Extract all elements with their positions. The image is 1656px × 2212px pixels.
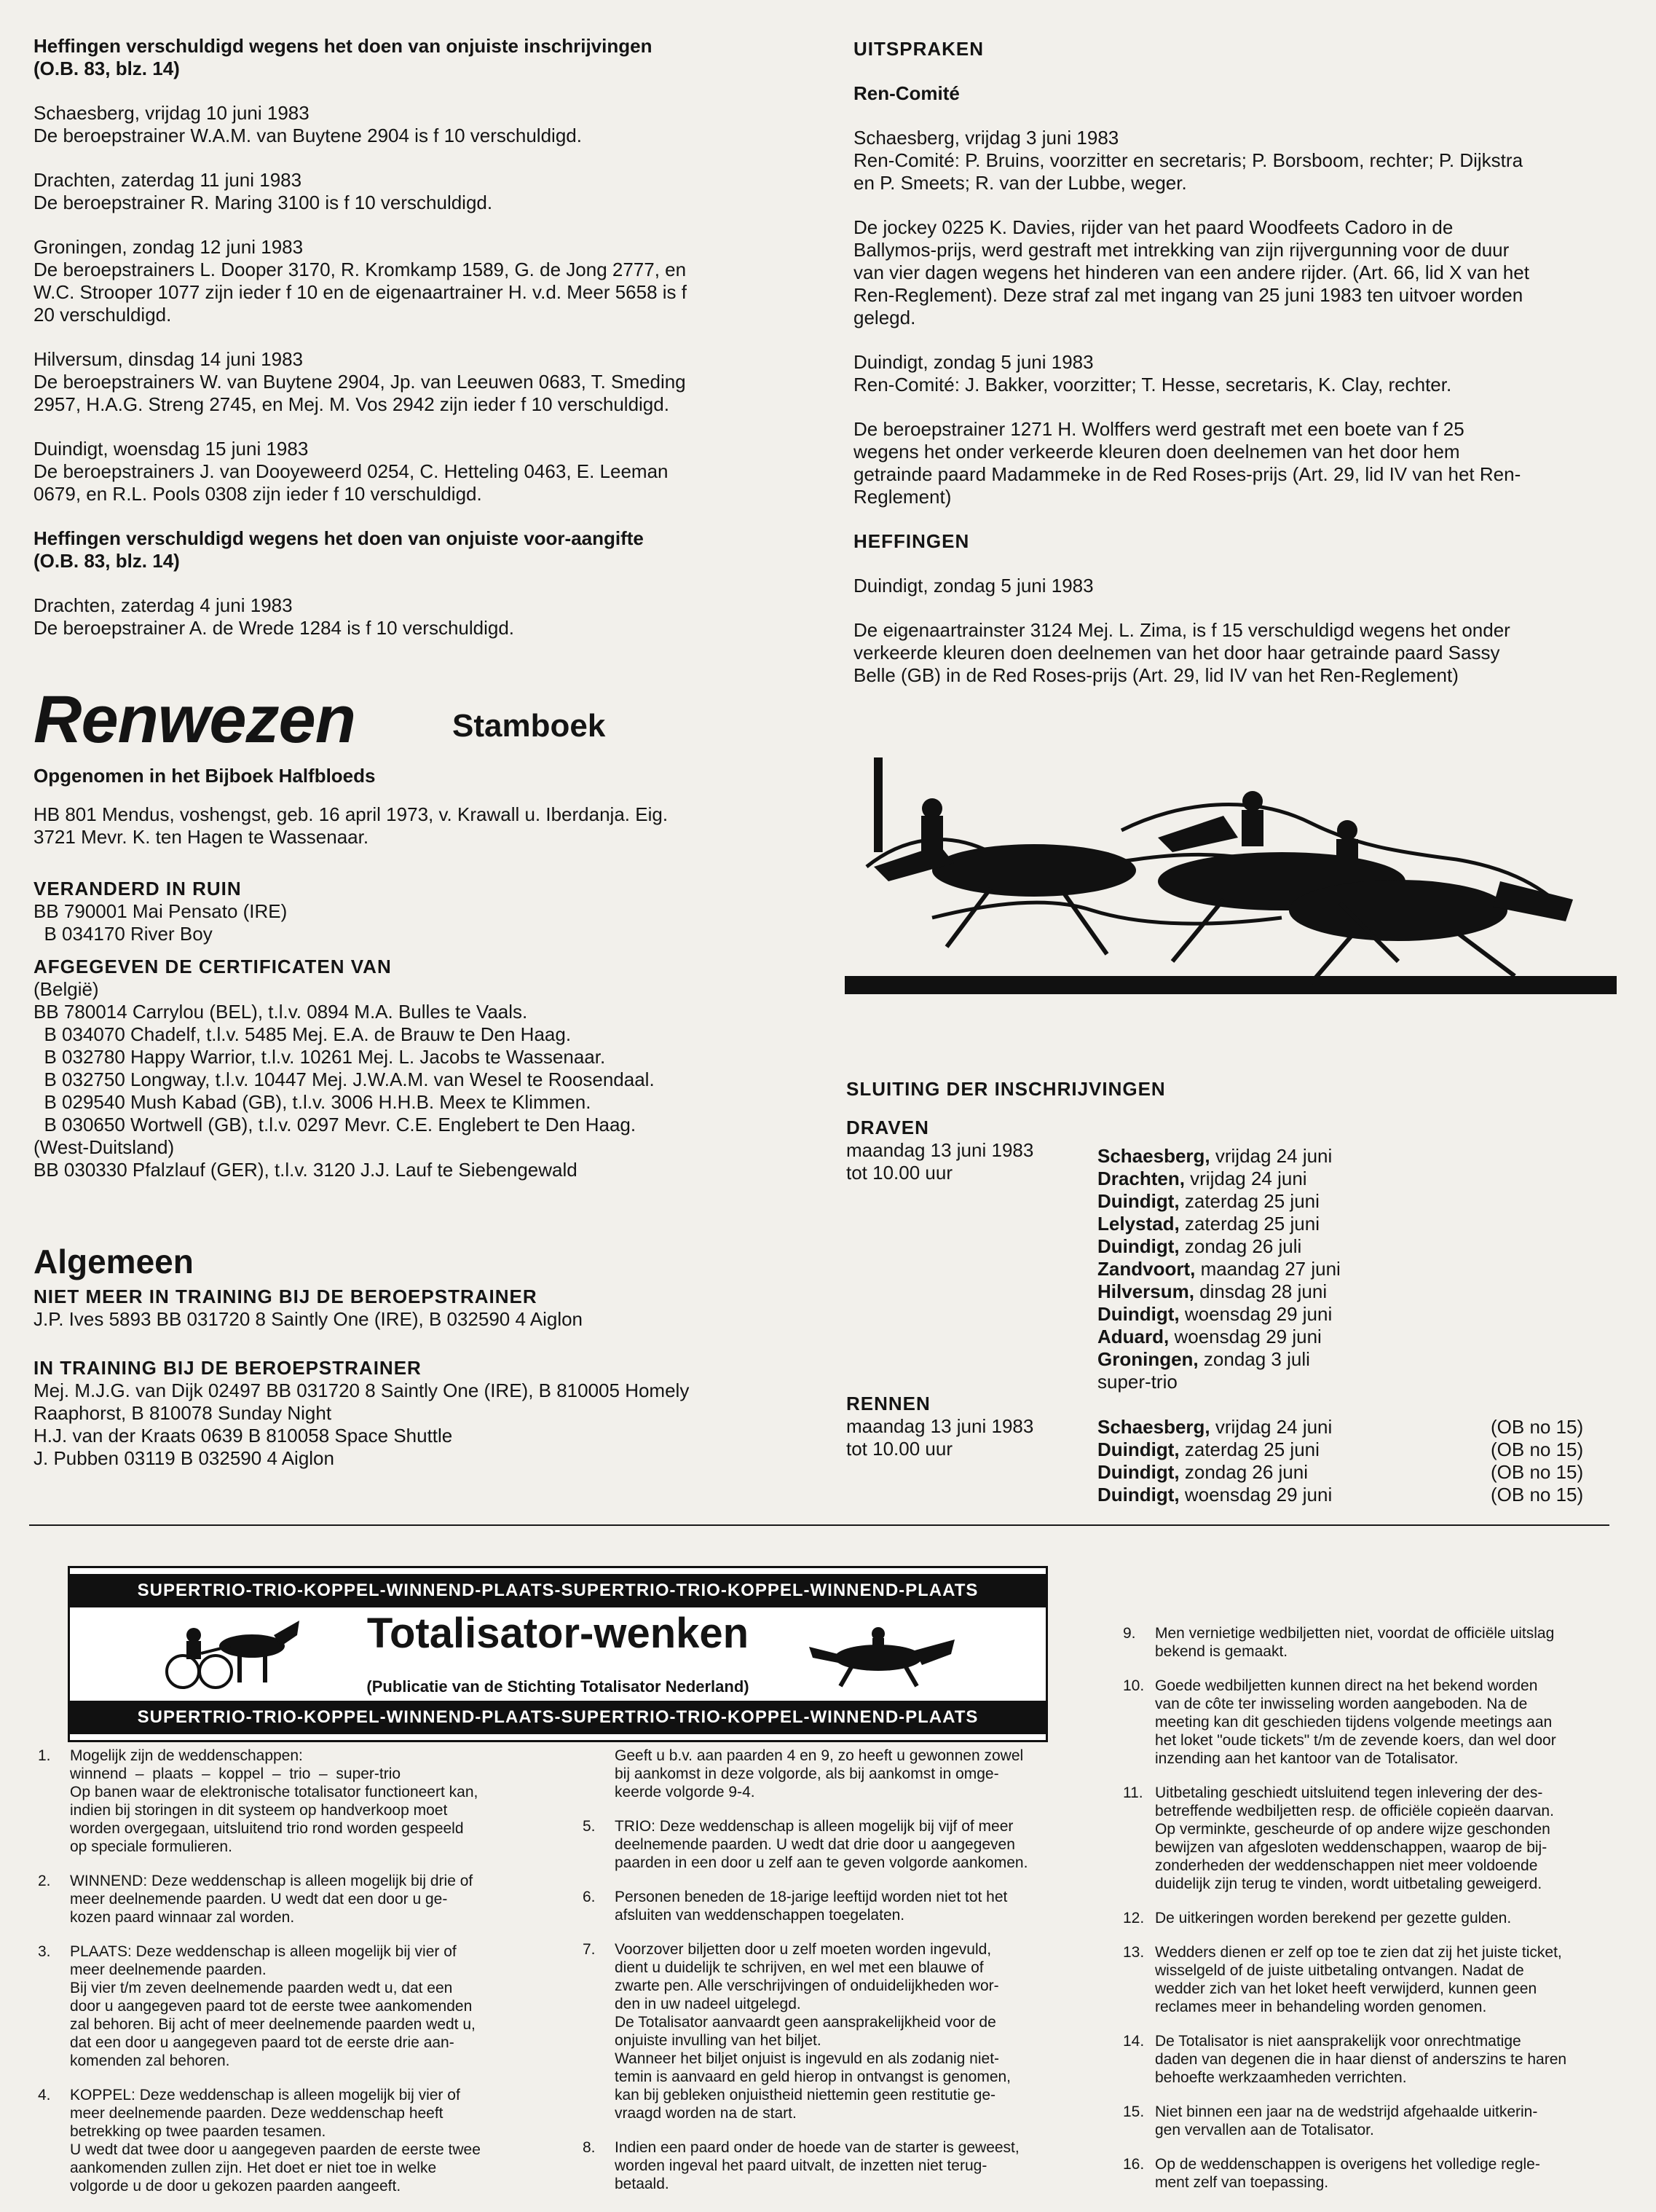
in-training-line: H.J. van der Kraats 0639 B 810058 Space Shuttle bbox=[33, 1425, 453, 1447]
meeting-day: woensdag 29 juni bbox=[1169, 1326, 1322, 1347]
certificaat-line: BB 780014 Carrylou (BEL), t.l.v. 0894 M.A. Bulles te Vaals. bbox=[33, 1001, 528, 1023]
rule-item bbox=[1123, 2103, 1633, 2139]
rule-line: duidelijk zijn terug te vinden, wordt uitbetaling geweigerd. bbox=[1155, 1876, 1542, 1892]
meeting-place: Lelystad, bbox=[1097, 1213, 1180, 1235]
rule-line: PLAATS: Deze weddenschap is alleen mogelijk bij vier of bbox=[70, 1943, 457, 1960]
rules-column-2 bbox=[583, 1747, 1092, 2209]
schedule-row bbox=[1097, 1326, 1607, 1348]
meeting-date bbox=[1097, 1371, 1178, 1393]
rule-line: inzending aan het kantoor van de Totalisator. bbox=[1155, 1750, 1459, 1767]
heffingen-heading bbox=[33, 527, 827, 572]
meeting-day: woensdag 29 juni bbox=[1179, 1484, 1333, 1506]
rule-line: KOPPEL: Deze weddenschap is alleen mogelijk bij vier of bbox=[70, 2087, 460, 2103]
rule-line: dat een door u aangegeven paard tot de eerste drie aan- bbox=[70, 2034, 454, 2051]
rule-number: 16. bbox=[1123, 2156, 1145, 2173]
meeting-day: zaterdag 25 juni bbox=[1179, 1190, 1320, 1212]
certificaten-list bbox=[33, 978, 835, 1181]
meeting-date bbox=[1097, 1258, 1341, 1280]
schedule-row bbox=[1097, 1258, 1607, 1280]
rule-line: van de côte ter inwisseling worden aangeboden. Na de bbox=[1155, 1696, 1528, 1712]
meeting-date bbox=[1097, 1348, 1310, 1370]
rule-line: meer deelnemende paarden. bbox=[70, 1961, 267, 1978]
rule-line: betreffende wedbiljetten resp. de officiële copieën daarvan. bbox=[1155, 1803, 1554, 1819]
meeting-date bbox=[1097, 1235, 1301, 1257]
heading-line: (O.B. 83, blz. 14) bbox=[33, 550, 180, 572]
rule-line: bekend is gemaakt. bbox=[1155, 1643, 1288, 1660]
rule-item bbox=[583, 1747, 1092, 1801]
uitspraak-line: Reglement) bbox=[853, 486, 952, 508]
certificaat-line: B 030650 Wortwell (GB), t.l.v. 0297 Mevr. C.E. Englebert te Den Haag. bbox=[33, 1114, 636, 1135]
rule-line: gen vervallen aan de Totalisator. bbox=[1155, 2122, 1374, 2138]
entry-line: 0679, en R.L. Pools 0308 zijn ieder f 10 verschuldigd. bbox=[33, 483, 482, 505]
rule-line: paarden in een door u zelf aan te geven volgorde aankomen. bbox=[615, 1854, 1028, 1871]
rule-number: 8. bbox=[583, 2139, 596, 2156]
heffingen-heading bbox=[33, 35, 827, 80]
publicatie-line: (Publicatie van de Stichting Totalisator Nederland) bbox=[366, 1677, 749, 1696]
meeting-date bbox=[1097, 1438, 1320, 1460]
rule-item bbox=[1123, 1677, 1633, 1768]
hb-entry bbox=[33, 803, 835, 849]
meeting-date bbox=[1097, 1326, 1322, 1347]
rules-column-1 bbox=[38, 1747, 548, 2211]
totalisator-banner bbox=[68, 1566, 1048, 1742]
hb-line: 3721 Mevr. K. ten Hagen te Wassenaar. bbox=[33, 826, 369, 848]
rule-line: meer deelnemende paarden. U wedt dat een door u ge- bbox=[70, 1891, 448, 1908]
niet-meer-list bbox=[33, 1308, 835, 1331]
rule-number: 1. bbox=[38, 1747, 51, 1764]
ob-reference: (OB no 15) bbox=[1491, 1416, 1584, 1438]
rule-item bbox=[1123, 1624, 1633, 1661]
uitspraak-line: Ren-Reglement). Deze straf zal met ingang van 25 juni 1983 ten uitvoer worden bbox=[853, 284, 1523, 306]
entry-line: De beroepstrainer W.A.M. van Buytene 2904 is f 10 verschuldigd. bbox=[33, 125, 582, 146]
meeting-place: Groningen, bbox=[1097, 1348, 1199, 1370]
heffingen-entry bbox=[33, 102, 827, 147]
schedule-row bbox=[1097, 1438, 1622, 1461]
heffingen-entry bbox=[33, 348, 827, 416]
heffingen-paragraphs bbox=[853, 575, 1625, 687]
schedule-row bbox=[1097, 1235, 1607, 1258]
uitspraak-line: getrainde paard Madammeke in de Red Roses-prijs (Art. 29, lid IV van het Ren- bbox=[853, 463, 1521, 485]
rule-line: zonderheden der weddenschappen niet meer voldoende bbox=[1155, 1857, 1538, 1874]
entry-line: Groningen, zondag 12 juni 1983 bbox=[33, 236, 304, 258]
rule-line: ment zelf van toepassing. bbox=[1155, 2174, 1329, 2191]
meeting-date bbox=[1097, 1461, 1308, 1483]
meeting-date bbox=[1097, 1484, 1332, 1506]
rule-line: Uitbetaling geschiedt uitsluitend tegen inlevering der des- bbox=[1155, 1784, 1543, 1801]
rule-number: 5. bbox=[583, 1818, 596, 1835]
entry-line: De beroepstrainer R. Maring 3100 is f 10 verschuldigd. bbox=[33, 192, 493, 213]
rule-item bbox=[1123, 2032, 1633, 2087]
certificaat-line: B 032750 Longway, t.l.v. 10447 Mej. J.W.A.M. van Wesel te Roosendaal. bbox=[33, 1068, 655, 1090]
entry-line: Drachten, zaterdag 11 juni 1983 bbox=[33, 169, 302, 191]
rule-item bbox=[38, 2086, 548, 2195]
meeting-place: Duindigt, bbox=[1097, 1484, 1180, 1506]
meeting-day: woensdag 29 juni bbox=[1179, 1303, 1333, 1325]
entry-line: 20 verschuldigd. bbox=[33, 304, 172, 326]
schedule-row bbox=[1097, 1416, 1622, 1438]
algemeen-title: Algemeen bbox=[33, 1243, 194, 1280]
rule-line: wedder zich van het loket heeft verwijderd, kunnen geen bbox=[1155, 1980, 1537, 1997]
banner-top-strip: SUPERTRIO-TRIO-KOPPEL-WINNEND-PLAATS-SUPERTRIO-TRIO-KOPPEL-WINNEND-PLAATS bbox=[70, 1574, 1046, 1607]
meeting-day: zaterdag 25 juni bbox=[1179, 1438, 1320, 1460]
uitspraken-paragraphs bbox=[853, 127, 1625, 508]
rule-number: 11. bbox=[1123, 1784, 1143, 1801]
draven-label: DRAVEN bbox=[846, 1117, 929, 1138]
uitspraak-line: van vier dagen wegens het hinderen van een andere rijder. (Art. 66, lid X van het bbox=[853, 261, 1529, 283]
schedule-row bbox=[1097, 1461, 1622, 1484]
rule-number: 7. bbox=[583, 1941, 596, 1958]
meeting-date bbox=[1097, 1190, 1320, 1212]
rule-line: meer deelnemende paarden. Deze weddenschap heeft bbox=[70, 2105, 443, 2122]
rule-item bbox=[1123, 2155, 1633, 2192]
rule-number: 12. bbox=[1123, 1910, 1145, 1926]
rule-line: De Totalisator is niet aansprakelijk voor onrechtmatige bbox=[1155, 2033, 1521, 2050]
entry-line: De beroepstrainers J. van Dooyeweerd 0254, C. Hetteling 0463, E. Leeman bbox=[33, 460, 669, 482]
rule-number: 9. bbox=[1123, 1625, 1136, 1642]
rule-line: temin is aanvaard en geld hierop in ontvangst is genomen, bbox=[615, 2069, 1012, 2085]
rule-item bbox=[1123, 1784, 1633, 1893]
entry-line: De beroepstrainer A. de Wrede 1284 is f 10 verschuldigd. bbox=[33, 617, 515, 639]
rule-item bbox=[583, 1817, 1092, 1872]
rule-number: 4. bbox=[38, 2087, 51, 2103]
uitspraak-paragraph bbox=[853, 418, 1625, 508]
certificaat-line: (West-Duitsland) bbox=[33, 1136, 175, 1158]
meeting-place: Schaesberg, bbox=[1097, 1145, 1210, 1167]
stamboek-subtitle: Stamboek bbox=[452, 708, 606, 744]
heffing-line: verkeerde kleuren doen deelnemen van het door haar getrainde paard Sassy bbox=[853, 642, 1500, 664]
schedule-row bbox=[1097, 1213, 1607, 1235]
rule-number: 10. bbox=[1123, 1677, 1145, 1694]
hb-line: HB 801 Mendus, voshengst, geb. 16 april 1973, v. Krawall u. Iberdanja. Eig. bbox=[33, 803, 669, 825]
deadline-line: tot 10.00 uur bbox=[846, 1162, 953, 1184]
rennen-block bbox=[846, 1393, 1094, 1460]
heffing-line: Duindigt, zondag 5 juni 1983 bbox=[853, 575, 1094, 597]
rule-line: Op de weddenschappen is overigens het volledige regle- bbox=[1155, 2156, 1540, 2173]
rule-line: Op banen waar de elektronische totalisator functioneert kan, bbox=[70, 1784, 478, 1800]
rule-line: zal behoren. Bij acht of meer deelnemende paarden wedt u, bbox=[70, 2016, 476, 2033]
rule-line: zwarte pen. Alle verschrijvingen of onduidelijkheden wor- bbox=[615, 1977, 999, 1994]
in-training-heading: IN TRAINING BIJ DE BEROEPSTRAINER bbox=[33, 1357, 422, 1379]
schedule-row bbox=[1097, 1190, 1607, 1213]
uitspraak-line: Schaesberg, vrijdag 3 juni 1983 bbox=[853, 127, 1119, 149]
rule-line: door u aangegeven paard tot de eerste twee aankomenden bbox=[70, 1998, 473, 2015]
rule-line: Voorzover biljetten door u zelf moeten worden ingevuld, bbox=[615, 1941, 992, 1958]
rule-item bbox=[1123, 1909, 1633, 1927]
rule-number: 3. bbox=[38, 1943, 51, 1960]
rule-line: worden ingeval het paard uitvalt, de inzetten niet terug- bbox=[615, 2157, 987, 2174]
uitspraak-paragraph bbox=[853, 127, 1625, 194]
certificaat-line: B 034070 Chadelf, t.l.v. 5485 Mej. E.A. de Brauw te Den Haag. bbox=[33, 1023, 572, 1045]
rule-line: Men vernietige wedbiljetten niet, voordat de officiële uitslag bbox=[1155, 1625, 1555, 1642]
bijboek-heading: Opgenomen in het Bijboek Halfbloeds bbox=[33, 765, 376, 787]
ob-reference: (OB no 15) bbox=[1491, 1484, 1584, 1506]
heffingen-entry bbox=[33, 169, 827, 214]
rule-line: afsluiten van weddenschappen toegelaten. bbox=[615, 1907, 905, 1924]
rule-line: WINNEND: Deze weddenschap is alleen mogelijk bij drie of bbox=[70, 1873, 473, 1889]
heffingen-entry bbox=[33, 594, 827, 639]
rule-item bbox=[38, 1747, 548, 1856]
rule-line: onjuiste invulling van het biljet. bbox=[615, 2032, 821, 2049]
entry-line: Hilversum, dinsdag 14 juni 1983 bbox=[33, 348, 303, 370]
rule-line: komenden zal behoren. bbox=[70, 2052, 230, 2069]
certificaat-line: B 029540 Mush Kabad (GB), t.l.v. 3006 H.H.B. Meex te Klimmen. bbox=[33, 1091, 591, 1113]
uitspraak-line: en P. Smeets; R. van der Lubbe, weger. bbox=[853, 172, 1187, 194]
meeting-day: zondag 26 juni bbox=[1179, 1461, 1309, 1483]
rule-line: meeting kan dit geschieden tijdens volgende meetings aan bbox=[1155, 1714, 1553, 1731]
horse-race-illustration bbox=[845, 743, 1617, 1020]
heading-line: Heffingen verschuldigd wegens het doen van onjuiste voor-aangifte bbox=[33, 527, 644, 549]
draven-schedule bbox=[1097, 1145, 1607, 1393]
meeting-day: zaterdag 25 juni bbox=[1179, 1213, 1320, 1235]
ob-reference: (OB no 15) bbox=[1491, 1461, 1584, 1483]
entry-line: Drachten, zaterdag 4 juni 1983 bbox=[33, 594, 293, 616]
certificaat-line: BB 030330 Pfalzlauf (GER), t.l.v. 3120 J.J. Lauf te Siebengewald bbox=[33, 1159, 577, 1181]
rule-line: behoefte werkzaamheden verrichten. bbox=[1155, 2069, 1407, 2086]
rule-line: op speciale formulieren. bbox=[70, 1838, 232, 1855]
rule-line: Mogelijk zijn de weddenschappen: bbox=[70, 1747, 303, 1764]
in-training-line: Raaphorst, B 810078 Sunday Night bbox=[33, 1402, 332, 1424]
rennen-label: RENNEN bbox=[846, 1393, 931, 1414]
rule-line: Indien een paard onder de hoede van de starter is geweest, bbox=[615, 2139, 1020, 2156]
deadline-line: maandag 13 juni 1983 bbox=[846, 1139, 1034, 1161]
uitspraak-line: De beroepstrainer 1271 H. Wolffers werd gestraft met een boete van f 25 bbox=[853, 418, 1464, 440]
certificaat-line: B 032780 Happy Warrior, t.l.v. 10261 Mej. L. Jacobs te Wassenaar. bbox=[33, 1046, 606, 1068]
rule-item bbox=[583, 1888, 1092, 1924]
rule-line: De uitkeringen worden berekend per gezette gulden. bbox=[1155, 1910, 1512, 1926]
meeting-day: super-trio bbox=[1097, 1371, 1178, 1393]
meeting-day: vrijdag 24 juni bbox=[1210, 1416, 1333, 1438]
rule-line: De Totalisator aanvaardt geen aansprakelijkheid voor de bbox=[615, 2014, 996, 2031]
section-divider bbox=[29, 1524, 1609, 1526]
heffingen-column bbox=[33, 35, 827, 661]
rule-line: daden van degenen die in haar dienst of anderszins te haren bbox=[1155, 2051, 1567, 2068]
rule-line: keerde volgorde 9-4. bbox=[615, 1784, 755, 1800]
rule-number: 2. bbox=[38, 1873, 51, 1889]
heffing-line: Belle (GB) in de Red Roses-prijs (Art. 29, lid IV van het Ren-Reglement) bbox=[853, 664, 1459, 686]
heffingen-entry bbox=[33, 438, 827, 505]
meeting-place: Drachten, bbox=[1097, 1168, 1185, 1189]
rule-line: bewijzen van afgesloten weddenschappen, waarop de bij- bbox=[1155, 1839, 1547, 1856]
meeting-date bbox=[1097, 1168, 1307, 1189]
ruin-heading: VERANDERD IN RUIN bbox=[33, 878, 242, 900]
meeting-place: Duindigt, bbox=[1097, 1190, 1180, 1212]
meeting-place: Aduard, bbox=[1097, 1326, 1170, 1347]
schedule-row bbox=[1097, 1371, 1607, 1393]
entry-line: De beroepstrainers L. Dooper 3170, R. Kromkamp 1589, G. de Jong 2777, en bbox=[33, 259, 687, 280]
entry-line: 2957, H.A.G. Streng 2745, en Mej. M. Vos 2942 zijn ieder f 10 verschuldigd. bbox=[33, 393, 669, 415]
entry-line: Schaesberg, vrijdag 10 juni 1983 bbox=[33, 102, 309, 124]
schedule-row bbox=[1097, 1280, 1607, 1303]
rennen-schedule bbox=[1097, 1416, 1622, 1506]
rule-line: Personen beneden de 18-jarige leeftijd worden niet tot het bbox=[615, 1889, 1008, 1905]
rule-number: 15. bbox=[1123, 2103, 1145, 2120]
heading-line: Heffingen verschuldigd wegens het doen van onjuiste inschrijvingen bbox=[33, 35, 652, 57]
rennen-deadline bbox=[846, 1415, 1094, 1460]
meeting-day: zondag 3 juli bbox=[1198, 1348, 1310, 1370]
heffing-line: De eigenaartrainster 3124 Mej. L. Zima, is f 15 verschuldigd wegens het onder bbox=[853, 619, 1510, 641]
meeting-place: Schaesberg, bbox=[1097, 1416, 1210, 1438]
rule-line: aankomenden zullen zijn. Het doet er niet toe in welke bbox=[70, 2160, 437, 2176]
rule-line: reclames meer in behandeling worden genomen. bbox=[1155, 1999, 1487, 2015]
rule-line: Op verminkte, gescheurde of op andere wijze geschonden bbox=[1155, 1821, 1550, 1838]
algemeen-section bbox=[33, 1242, 835, 1470]
rule-line: dient u duidelijk te schrijven, en wel met een blauwe of bbox=[615, 1959, 984, 1976]
heading-line: (O.B. 83, blz. 14) bbox=[33, 58, 180, 79]
meeting-place: Duindigt, bbox=[1097, 1235, 1180, 1257]
ruin-line: B 034170 River Boy bbox=[33, 923, 213, 945]
uitspraak-line: Duindigt, zondag 5 juni 1983 bbox=[853, 351, 1094, 373]
schedule-row bbox=[1097, 1348, 1607, 1371]
meeting-day: dinsdag 28 juni bbox=[1194, 1280, 1328, 1302]
uitspraak-line: De jockey 0225 K. Davies, rijder van het paard Woodfeets Cadoro in de bbox=[853, 216, 1454, 238]
meeting-day: zondag 26 juli bbox=[1179, 1235, 1302, 1257]
rencomite-subtitle: Ren-Comité bbox=[853, 82, 960, 104]
meeting-date bbox=[1097, 1280, 1327, 1302]
rule-line: kozen paard winnaar zal worden. bbox=[70, 1909, 295, 1926]
entry-line: Duindigt, woensdag 15 juni 1983 bbox=[33, 438, 309, 460]
rule-line: bij aankomst in deze volgorde, als bij aankomst in omge- bbox=[615, 1766, 999, 1782]
sluiting-title: SLUITING DER INSCHRIJVINGEN bbox=[846, 1078, 1166, 1100]
rule-line: Wedders dienen er zelf op toe te zien dat zij het juiste ticket, bbox=[1155, 1944, 1562, 1961]
schedule-row bbox=[1097, 1484, 1622, 1506]
rule-line: den in uw nadeel uitgelegd. bbox=[615, 1996, 801, 2012]
rule-line: Goede wedbiljetten kunnen direct na het bekend worden bbox=[1155, 1677, 1538, 1694]
rule-line: wisselgeld of de juiste uitbetaling ontvangen. Nadat de bbox=[1155, 1962, 1524, 1979]
uitspraak-line: Ballymos-prijs, werd gestraft met intrekking van zijn rijvergunning voor de duur bbox=[853, 239, 1510, 261]
in-training-line: J. Pubben 03119 B 032590 4 Aiglon bbox=[33, 1447, 334, 1469]
totalisator-title: Totalisator-wenken bbox=[366, 1610, 749, 1657]
schedule-row bbox=[1097, 1303, 1607, 1326]
rule-number: 13. bbox=[1123, 1944, 1145, 1961]
rule-item bbox=[583, 2138, 1092, 2193]
rule-line: deelnemende paarden. U wedt dat drie door u aangegeven bbox=[615, 1836, 1015, 1853]
schedule-row bbox=[1097, 1168, 1607, 1190]
meeting-date bbox=[1097, 1145, 1332, 1167]
niet-meer-heading: NIET MEER IN TRAINING BIJ DE BEROEPSTRAINER bbox=[33, 1286, 537, 1307]
meeting-place: Duindigt, bbox=[1097, 1438, 1180, 1460]
meeting-date bbox=[1097, 1303, 1332, 1325]
heffing-paragraph bbox=[853, 575, 1625, 597]
uitspraak-paragraph bbox=[853, 216, 1625, 329]
renwezen-section bbox=[33, 682, 835, 1181]
rule-line: Geeft u b.v. aan paarden 4 en 9, zo heeft u gewonnen zowel bbox=[615, 1747, 1024, 1764]
certificaat-line: (België) bbox=[33, 978, 99, 1000]
uitspraak-paragraph bbox=[853, 351, 1625, 396]
meeting-place: Duindigt, bbox=[1097, 1303, 1180, 1325]
rules-column-3 bbox=[1123, 1624, 1633, 2208]
meeting-date bbox=[1097, 1213, 1320, 1235]
rule-item bbox=[583, 1940, 1092, 2122]
heffingen-entry bbox=[33, 236, 827, 326]
rule-line: indien bij storingen in dit systeem op handverkoop moet bbox=[70, 1802, 448, 1819]
rule-line: betaald. bbox=[615, 2176, 669, 2192]
entry-line: De beroepstrainers W. van Buytene 2904, Jp. van Leeuwen 0683, T. Smeding bbox=[33, 371, 686, 393]
uitspraak-line: Ren-Comité: P. Bruins, voorzitter en secretaris; P. Borsboom, rechter; P. Dijkstra bbox=[853, 149, 1523, 171]
meeting-day: maandag 27 juni bbox=[1195, 1258, 1341, 1280]
heffingen-title: HEFFINGEN bbox=[853, 530, 970, 552]
deadline-line: tot 10.00 uur bbox=[846, 1438, 953, 1460]
meeting-day: vrijdag 24 juni bbox=[1210, 1145, 1333, 1167]
rule-line: Niet binnen een jaar na de wedstrijd afgehaalde uitkerin- bbox=[1155, 2103, 1538, 2120]
rule-line: kan bij gebleken onjuistheid niettemin geen restitutie ge- bbox=[615, 2087, 996, 2103]
deadline-line: maandag 13 juni 1983 bbox=[846, 1415, 1034, 1437]
certificaten-heading: AFGEGEVEN DE CERTIFICATEN VAN bbox=[33, 956, 392, 977]
rule-line: het loket "oude tickets" t/m de zevende koers, dan wel door bbox=[1155, 1732, 1556, 1749]
uitspraak-line: gelegd. bbox=[853, 307, 916, 328]
uitspraak-line: Ren-Comité: J. Bakker, voorzitter; T. Hesse, secretaris, K. Clay, rechter. bbox=[853, 374, 1452, 395]
rule-item bbox=[1123, 1943, 1633, 2016]
meeting-place: Duindigt, bbox=[1097, 1461, 1180, 1483]
meeting-day: vrijdag 24 juni bbox=[1184, 1168, 1307, 1189]
rule-line: U wedt dat twee door u aangegeven paarden de eerste twee bbox=[70, 2141, 481, 2158]
in-training-line: Mej. M.J.G. van Dijk 02497 BB 031720 8 Saintly One (IRE), B 810005 Homely bbox=[33, 1379, 690, 1401]
rule-line: volgorde u de door u gekozen paarden aangeeft. bbox=[70, 2178, 401, 2195]
in-training-list bbox=[33, 1379, 835, 1470]
rule-line: worden overgegaan, uitsluitend trio rond worden gespeeld bbox=[70, 1820, 464, 1837]
ruin-list bbox=[33, 900, 835, 945]
rule-line: Bij vier t/m zeven deelnemende paarden wedt u, dat een bbox=[70, 1980, 453, 1996]
rule-line: Wanneer het biljet onjuist is ingevuld en als zodanig niet- bbox=[615, 2050, 1000, 2067]
meeting-place: Hilversum, bbox=[1097, 1280, 1194, 1302]
rule-line: winnend – plaats – koppel – trio – super-trio bbox=[70, 1766, 401, 1782]
rule-line: TRIO: Deze weddenschap is alleen mogelijk bij vijf of meer bbox=[615, 1818, 1014, 1835]
entry-line: W.C. Strooper 1077 zijn ieder f 10 en de eigenaartrainer H. v.d. Meer 5658 is f bbox=[33, 281, 687, 303]
rule-item bbox=[38, 1943, 548, 2070]
uitspraken-title: UITSPRAKEN bbox=[853, 38, 985, 60]
niet-meer-line: J.P. Ives 5893 BB 031720 8 Saintly One (IRE), B 032590 4 Aiglon bbox=[33, 1308, 583, 1330]
renwezen-title: Renwezen bbox=[33, 682, 355, 757]
schedule-row bbox=[1097, 1145, 1607, 1168]
meeting-date bbox=[1097, 1416, 1332, 1438]
rule-line: vraagd worden na de start. bbox=[615, 2105, 797, 2122]
heffing-paragraph bbox=[853, 619, 1625, 687]
rule-item bbox=[38, 1872, 548, 1926]
rule-line: betrekking op twee paarden tesamen. bbox=[70, 2123, 326, 2140]
ob-reference: (OB no 15) bbox=[1491, 1438, 1584, 1460]
rule-number: 6. bbox=[583, 1889, 596, 1905]
ruin-line: BB 790001 Mai Pensato (IRE) bbox=[33, 900, 288, 922]
rule-number: 14. bbox=[1123, 2033, 1145, 2050]
uitspraken-column bbox=[853, 38, 1625, 709]
meeting-place: Zandvoort, bbox=[1097, 1258, 1196, 1280]
banner-bottom-strip: SUPERTRIO-TRIO-KOPPEL-WINNEND-PLAATS-SUPERTRIO-TRIO-KOPPEL-WINNEND-PLAATS bbox=[70, 1701, 1046, 1734]
uitspraak-line: wegens het onder verkeerde kleuren doen deelnemen van het door hem bbox=[853, 441, 1460, 463]
